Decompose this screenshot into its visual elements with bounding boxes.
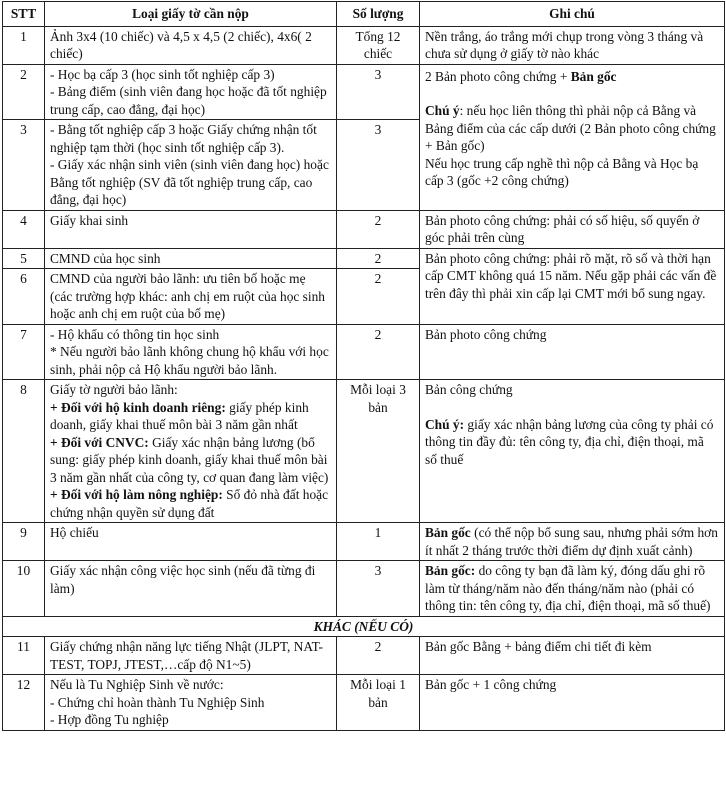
header-document-type: Loại giấy tờ cần nộp [45, 2, 337, 27]
note-label: Bản gốc: [425, 563, 476, 578]
row-stt: 11 [3, 637, 45, 675]
row-stt: 9 [3, 523, 45, 561]
row-note-merged [420, 64, 725, 210]
section-title-other: KHÁC (NẾU CÓ) [3, 616, 725, 637]
section-row [3, 616, 725, 637]
table-row [3, 248, 725, 269]
row-note: Bản photo công chứng: phải có số hiệu, số quyển ở góc phải trên cùng [420, 210, 725, 248]
table-row [3, 637, 725, 675]
row-document [45, 380, 337, 523]
row-document: CMND của người bảo lãnh: ưu tiên bố hoặc mẹ (các trường hợp khác: anh chị em ruột của học sinh hoặc anh chị em ruột của bố mẹ) [45, 269, 337, 325]
row-stt: 6 [3, 269, 45, 325]
note-line: Nếu học trung cấp nghề thì nộp cả Bằng và Học bạ cấp 3 (gốc +2 công chứng) [425, 155, 699, 188]
note-label: Chú ý: [425, 416, 465, 432]
header-stt: STT [3, 2, 45, 27]
note-bold: Bản gốc [570, 68, 617, 84]
document-line: - Bảng điểm (sinh viên đang học hoặc đã tốt nghiệp trung cấp, cao đẳng, đại học) [50, 84, 327, 117]
item-text: Sổ đỏ nhà đất hoặc chứng nhận quyền sử dụng đất [50, 487, 329, 520]
row-quantity: 2 [337, 324, 420, 380]
note-text: do công ty bạn đã làm ký, đóng dấu ghi rõ làm từ tháng/năm nào đến tháng/năm nào (phải có thông tin: tên công ty, địa chỉ, điện thoại, mã số thuế) [425, 563, 711, 613]
row-stt: 3 [3, 120, 45, 211]
row-stt: 12 [3, 675, 45, 731]
row-quantity: 1 [337, 523, 420, 561]
row-document: Giấy khai sinh [45, 210, 337, 248]
note-text: giấy xác nhận bảng lương của công ty phải có thông tin đầy đủ: tên công ty, địa chỉ, điện thoại, mã số thuế [425, 416, 714, 467]
table-row [3, 64, 725, 120]
table-row [3, 26, 725, 64]
header-note: Ghi chú [420, 2, 725, 27]
item-label: + Đối với hộ làm nông nghiệp: [50, 487, 223, 502]
row-document: Ảnh 3x4 (10 chiếc) và 4,5 x 4,5 (2 chiếc), 4x6( 2 chiếc) [45, 26, 337, 64]
row-stt: 2 [3, 64, 45, 120]
note-label: Chú ý [425, 103, 460, 118]
row-quantity: Mỗi loại 3 bản [337, 380, 420, 523]
row-note [420, 561, 725, 617]
row-stt: 10 [3, 561, 45, 617]
row-stt: 8 [3, 380, 45, 523]
row-document: Giấy chứng nhận năng lực tiếng Nhật (JLPT, NAT-TEST, TOPJ, JTEST,…cấp độ N1~5) [45, 637, 337, 675]
row-note-merged: Bản photo công chứng: phải rõ mặt, rõ số và thời hạn cấp CMT không quá 15 năm. Nếu gặp phải các vấn đề trên đây thì phải xin cấp lại CMT mới bổ sung ngay. [420, 248, 725, 324]
note-line [425, 416, 719, 469]
row-quantity: Tổng 12 chiếc [337, 26, 420, 64]
document-line: Giấy tờ người bảo lãnh: [50, 382, 178, 397]
document-line: - Giấy xác nhận sinh viên (sinh viên đang học) hoặc Bằng tốt nghiệp (SV đã tốt nghiệp trung cấp, cao đẳng, đại học) [50, 157, 329, 207]
document-line: - Bằng tốt nghiệp cấp 3 hoặc Giấy chứng nhận tốt nghiệp tạm thời (học sinh tốt nghiệp cấp 3). [50, 122, 317, 155]
header-quantity: Số lượng [337, 2, 420, 27]
row-note: Nền trắng, áo trắng mới chụp trong vòng 3 tháng và chưa sử dụng ở giấy tờ nào khác [420, 26, 725, 64]
row-note: Bản gốc Bằng + bảng điểm chi tiết đi kèm [420, 637, 725, 675]
item-label: + Đối với hộ kinh doanh riêng: [50, 399, 226, 415]
note-line: Bản công chứng [425, 382, 513, 397]
row-stt: 4 [3, 210, 45, 248]
row-document [45, 64, 337, 120]
table-row [3, 380, 725, 523]
row-quantity: 3 [337, 561, 420, 617]
row-note: Bản gốc + 1 công chứng [420, 675, 725, 731]
row-document: Giấy xác nhận công việc học sinh (nếu đã từng đi làm) [45, 561, 337, 617]
row-note [420, 380, 725, 523]
item-text: giấy phép kinh doanh, giấy khai thuế môn bài 3 năm gần nhất [50, 399, 309, 432]
document-line: * Nếu người bảo lãnh không chung hộ khẩu với học sinh, phải nộp cả Hộ khẩu người bảo lãnh. [50, 344, 329, 377]
note-text: : nếu học liên thông thì phải nộp cả Bằng và Bảng điểm của các cấp dưới (2 Bản photo công chứng + Bản gốc) [425, 103, 716, 153]
document-line: - Chứng chỉ hoàn thành Tu Nghiệp Sinh [50, 694, 265, 710]
row-quantity: 2 [337, 248, 420, 269]
row-note [420, 523, 725, 561]
table-row [3, 210, 725, 248]
table-row [3, 675, 725, 731]
table-row [3, 324, 725, 380]
document-line [50, 399, 331, 434]
note-text: (có thể nộp bổ sung sau, nhưng phải sớm hơn ít nhất 2 tháng trước thời điểm dự định xuất cảnh) [425, 525, 718, 558]
row-quantity: 2 [337, 637, 420, 675]
document-line [50, 434, 331, 487]
table-row [3, 561, 725, 617]
document-line: - Hợp đồng Tu nghiệp [50, 712, 169, 727]
row-document: CMND của học sinh [45, 248, 337, 269]
note-text: 2 Bản photo công chứng + [425, 68, 571, 84]
document-line [50, 486, 331, 521]
row-document [45, 675, 337, 731]
item-text: Giấy xác nhận bảng lương (bổ sung: giấy phép kinh doanh, giấy khai thuế môn bài 3 năm gần nhất của công ty, cơ quan đang làm việc) [50, 434, 329, 485]
document-line: Nếu là Tu Nghiệp Sinh về nước: [50, 677, 224, 692]
table-row [3, 523, 725, 561]
document-line: - Hộ khẩu có thông tin học sinh [50, 326, 220, 342]
note-line [425, 102, 719, 155]
row-stt: 5 [3, 248, 45, 269]
item-label: + Đối với CNVC: [50, 434, 149, 450]
note-line [425, 68, 719, 86]
note-label: Bản gốc [425, 525, 471, 540]
row-quantity: Mỗi loại 1 bản [337, 675, 420, 731]
row-quantity: 2 [337, 269, 420, 325]
row-note: Bản photo công chứng [420, 324, 725, 380]
row-document: Hộ chiếu [45, 523, 337, 561]
table-header-row [3, 2, 725, 27]
row-quantity: 3 [337, 120, 420, 211]
documents-table [2, 1, 725, 731]
row-stt: 7 [3, 324, 45, 380]
row-quantity: 3 [337, 64, 420, 120]
document-line: - Học bạ cấp 3 (học sinh tốt nghiệp cấp 3) [50, 66, 275, 82]
row-document [45, 324, 337, 380]
row-document [45, 120, 337, 211]
row-stt: 1 [3, 26, 45, 64]
row-quantity: 2 [337, 210, 420, 248]
